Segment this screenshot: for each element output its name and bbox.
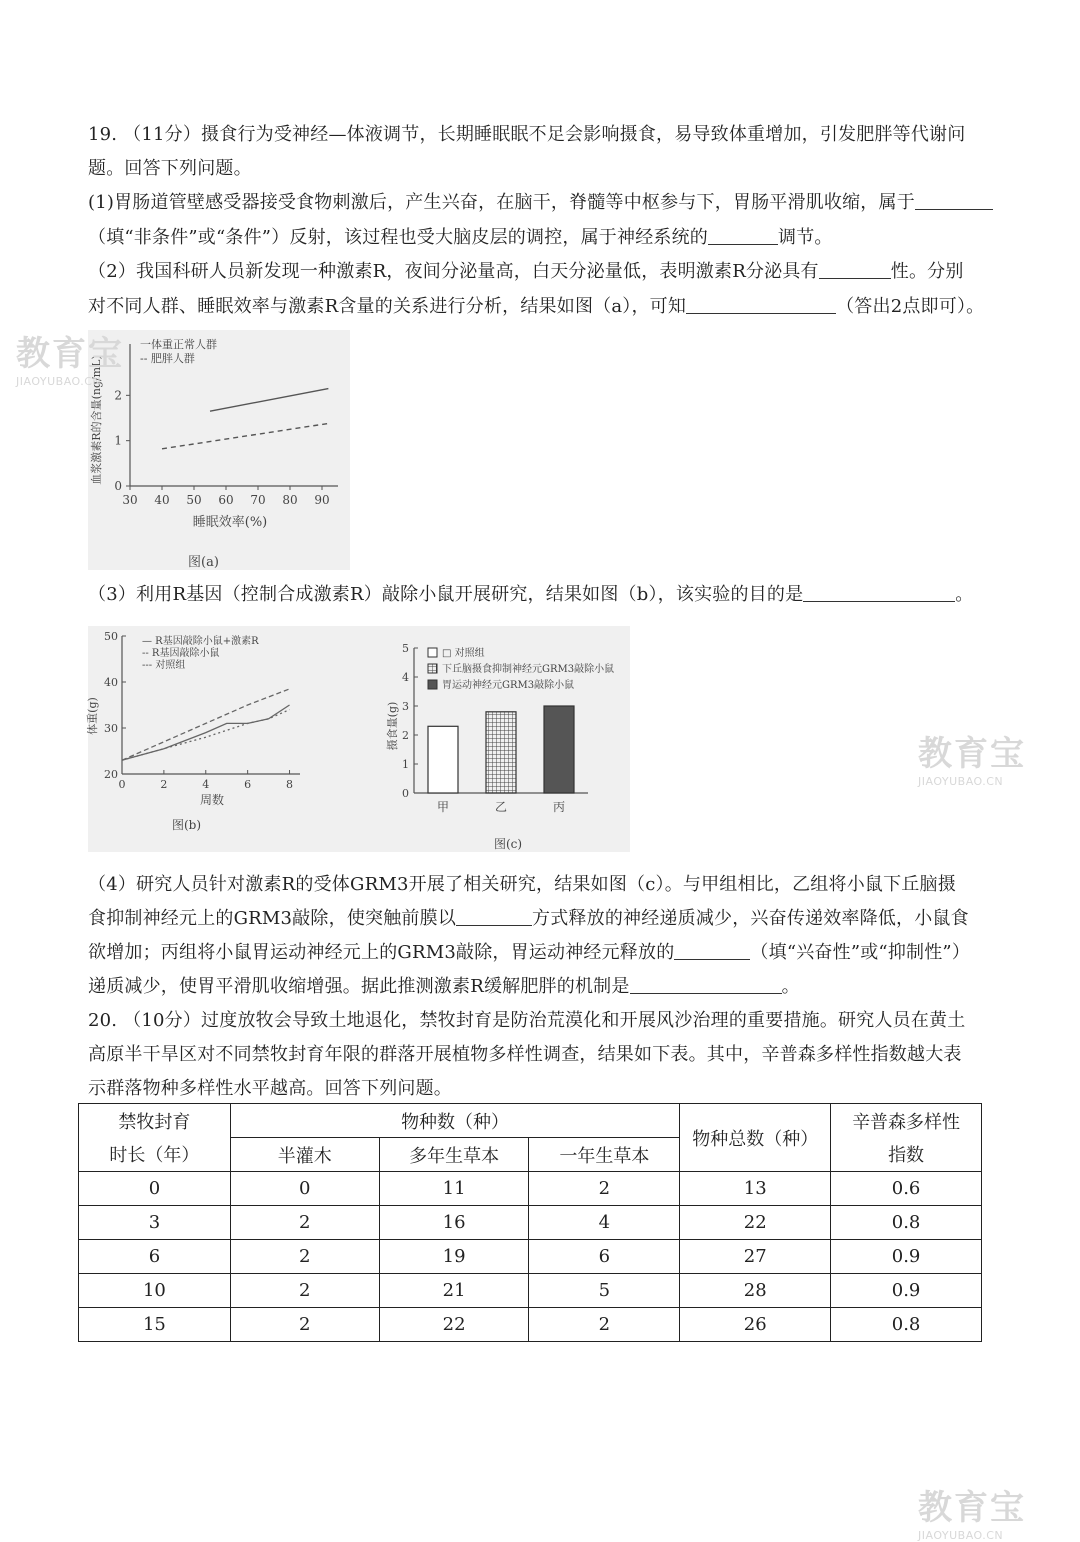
q19-part4-end: 。 bbox=[781, 976, 800, 997]
table-cell: 3 bbox=[79, 1206, 231, 1240]
table-cell: 13 bbox=[680, 1172, 831, 1206]
x-tick-label: 50 bbox=[186, 493, 202, 507]
q19-part4-line2 bbox=[88, 906, 969, 932]
legend-entry: 胃运动神经元GRM3敲除小鼠 bbox=[442, 680, 575, 691]
legend-entry: 下丘脑摄食抑制神经元GRM3敲除小鼠 bbox=[442, 664, 615, 675]
q19-part2-text4: （答出2点即可）。 bbox=[836, 296, 985, 317]
table-cell: 4 bbox=[529, 1206, 680, 1240]
table-cell: 0 bbox=[79, 1172, 231, 1206]
q20-line3: 示群落物种多样性水平越高。回答下列问题。 bbox=[88, 1078, 452, 1099]
legend-entry: --- 对照组 bbox=[142, 660, 186, 671]
th-simpson-1: 辛普森多样性 bbox=[852, 1111, 961, 1133]
legend-entry: — R基因敲除小鼠+激素R bbox=[142, 636, 259, 647]
legend-entry: -- R基因敲除小鼠 bbox=[142, 648, 220, 659]
th-duration-2: 时长（年） bbox=[109, 1145, 200, 1167]
q20-line2: 高原半干旱区对不同禁牧封育年限的群落开展植物多样性调查，结果如下表。其中，辛普森多样性指数越大表 bbox=[88, 1044, 962, 1065]
table-row bbox=[79, 1240, 982, 1274]
y-axis-title: 体重(g) bbox=[86, 697, 99, 735]
series-line-0 bbox=[210, 389, 328, 412]
q19-header: 19. （11分）摄食行为受神经—体液调节，长期睡眠眠不足会影响摄食，易导致体重增加，引发肥胖等代谢问 bbox=[88, 124, 966, 145]
x-tick-label: 90 bbox=[314, 493, 330, 507]
watermark-left bbox=[16, 326, 124, 388]
legend-swatch-0 bbox=[428, 648, 437, 657]
watermark-left-url: JIAOYUBAO.CN bbox=[16, 375, 102, 388]
legend-entry: 一体重正常人群 bbox=[140, 338, 217, 351]
table-cell: 2 bbox=[230, 1206, 379, 1240]
q19-part2-text3: 对不同人群、睡眠效率与激素R含量的关系进行分析，结果如图（a），可知 bbox=[88, 296, 687, 317]
watermark-right-url: JIAOYUBAO.CN bbox=[918, 775, 1004, 788]
th-duration-cont bbox=[79, 1138, 231, 1172]
table-cell: 0 bbox=[230, 1172, 379, 1206]
table-cell: 22 bbox=[379, 1308, 529, 1342]
table-cell: 11 bbox=[379, 1172, 529, 1206]
y-tick-label: 1 bbox=[114, 433, 122, 448]
table-cell: 0.9 bbox=[831, 1274, 982, 1308]
q19-part4-text3: 欲增加；丙组将小鼠胃运动神经元上的GRM3敲除，胃运动神经元释放的 bbox=[88, 942, 675, 963]
legend-entry: -- 肥胖人群 bbox=[140, 352, 195, 365]
q19-part2-text: （2）我国科研人员新发现一种激素R，夜间分泌量高，白天分泌量低，表明激素R分泌具有 bbox=[88, 261, 819, 282]
q19-part4-line3 bbox=[88, 940, 970, 966]
q19-part1-text: (1)胃肠道管壁感受器接受食物刺激后，产生兴奋，在脑干，脊髓等中枢参与下，胃肠平滑肌收缩，属于 bbox=[88, 192, 915, 213]
figure-caption: 图(c) bbox=[494, 837, 523, 851]
q19-part4-text: 食抑制神经元上的GRM3敲除，使突触前膜以 bbox=[88, 908, 457, 929]
table-cell: 27 bbox=[680, 1240, 831, 1274]
q19-part2-text2: 性。分别 bbox=[890, 261, 964, 282]
figure-a bbox=[88, 330, 350, 570]
th-simpson bbox=[831, 1104, 982, 1138]
q19-part1-line2 bbox=[88, 225, 833, 251]
x-axis-title: 睡眠效率(%) bbox=[192, 515, 268, 530]
q19-part3-end: 。 bbox=[955, 584, 974, 605]
legend-swatch-2 bbox=[428, 680, 437, 689]
th-total: 物种总数（种） bbox=[680, 1104, 831, 1172]
answer-blank-8[interactable] bbox=[630, 975, 782, 994]
x-tick-label: 70 bbox=[250, 493, 266, 507]
table-row bbox=[79, 1172, 982, 1206]
figure-caption: 图(a) bbox=[188, 555, 219, 570]
th-duration-1: 禁牧封育 bbox=[118, 1111, 191, 1133]
table-cell: 15 bbox=[79, 1308, 231, 1342]
y-tick-label: 50 bbox=[104, 630, 118, 643]
q19-part4-text4: （填“兴奋性”或“抑制性”） bbox=[750, 942, 971, 963]
q19-part1-line1 bbox=[88, 190, 993, 216]
table-cell: 19 bbox=[379, 1240, 529, 1274]
table-cell: 26 bbox=[680, 1308, 831, 1342]
y-tick-label: 5 bbox=[402, 642, 409, 655]
y-tick-label: 20 bbox=[104, 768, 118, 781]
table-cell: 2 bbox=[230, 1240, 379, 1274]
q19-part4-text2: 方式释放的神经递质减少，兴奋传递效率降低，小鼠食 bbox=[532, 908, 969, 929]
y-axis-title: 血浆激素R的含量(ng/mL) bbox=[90, 355, 103, 485]
table-cell: 0.8 bbox=[831, 1308, 982, 1342]
watermark-bottom-url: JIAOYUBAO.CN bbox=[918, 1529, 1004, 1542]
y-tick-label: 0 bbox=[114, 479, 122, 493]
q20-line1: 20. （10分）过度放牧会导致土地退化，禁牧封育是防治荒漠化和开展风沙治理的重要措施。研究人员在黄土 bbox=[88, 1010, 966, 1031]
q19-part3-line1 bbox=[88, 582, 973, 608]
x-tick-label: 80 bbox=[282, 493, 298, 507]
x-tick-label: 2 bbox=[160, 778, 168, 791]
table-cell: 21 bbox=[379, 1274, 529, 1308]
category-label: 丙 bbox=[552, 800, 566, 814]
q19-part4-line4 bbox=[88, 974, 800, 1000]
table-cell: 6 bbox=[79, 1240, 231, 1274]
q19-part2-line1 bbox=[88, 259, 964, 285]
bar-0 bbox=[428, 726, 458, 793]
series-line-2 bbox=[122, 710, 290, 761]
q19-part4-line1: （4）研究人员针对激素R的受体GRM3开展了相关研究，结果如图（c）。与甲组相比，乙组将小鼠下丘脑摄 bbox=[88, 874, 956, 895]
answer-blank-1[interactable] bbox=[915, 191, 993, 210]
y-axis-title: 摄食量(g) bbox=[386, 701, 399, 751]
figure-b-chart bbox=[88, 626, 388, 852]
y-tick-label: 0 bbox=[402, 787, 409, 800]
table-cell: 16 bbox=[379, 1206, 529, 1240]
y-tick-label: 1 bbox=[402, 758, 409, 771]
th-duration bbox=[79, 1104, 231, 1138]
table-cell: 22 bbox=[680, 1206, 831, 1240]
th-species: 物种数（种） bbox=[230, 1104, 679, 1138]
answer-blank-7[interactable] bbox=[674, 941, 750, 960]
y-tick-label: 2 bbox=[114, 388, 122, 403]
q19-header-cont: 题。回答下列问题。 bbox=[88, 158, 252, 179]
th-perennial: 多年生草本 bbox=[379, 1138, 529, 1172]
q19-part1-text3: 调节。 bbox=[778, 227, 833, 248]
x-tick-label: 30 bbox=[122, 493, 138, 507]
series-line-1 bbox=[162, 423, 328, 448]
x-axis-title: 周数 bbox=[199, 793, 225, 807]
table-cell: 0.6 bbox=[831, 1172, 982, 1206]
answer-blank-2[interactable] bbox=[708, 226, 778, 245]
x-tick-label: 40 bbox=[154, 493, 170, 507]
figure-a-chart bbox=[88, 330, 350, 570]
answer-blank-6[interactable] bbox=[456, 907, 532, 926]
watermark-right-cn: 教育宝 bbox=[918, 734, 1026, 774]
x-tick-label: 0 bbox=[118, 778, 126, 791]
y-tick-label: 40 bbox=[104, 676, 118, 689]
x-tick-label: 4 bbox=[202, 778, 210, 791]
table-row bbox=[79, 1308, 982, 1342]
table-cell: 0.8 bbox=[831, 1206, 982, 1240]
table-cell: 6 bbox=[529, 1240, 680, 1274]
legend-swatch-1 bbox=[428, 664, 437, 673]
x-tick-label: 8 bbox=[286, 778, 294, 791]
table-cell: 2 bbox=[529, 1172, 680, 1206]
table-cell: 2 bbox=[529, 1308, 680, 1342]
answer-blank-4[interactable] bbox=[686, 295, 836, 314]
th-simpson-cont bbox=[831, 1138, 982, 1172]
y-tick-label: 3 bbox=[402, 700, 409, 713]
answer-blank-3[interactable] bbox=[819, 260, 891, 279]
watermark-left-cn: 教育宝 bbox=[16, 334, 124, 374]
x-tick-label: 6 bbox=[244, 778, 252, 791]
table-cell: 28 bbox=[680, 1274, 831, 1308]
watermark-right bbox=[918, 726, 1026, 788]
table-row bbox=[79, 1206, 982, 1240]
bar-2 bbox=[544, 706, 574, 793]
q19-part1-text2: （填“非条件”或“条件”）反射，该过程也受大脑皮层的调控，属于神经系统的 bbox=[88, 227, 709, 248]
table-cell: 2 bbox=[230, 1274, 379, 1308]
watermark-bottom bbox=[918, 1480, 1026, 1542]
series-line-1 bbox=[122, 689, 290, 760]
legend-entry: □ 对照组 bbox=[442, 648, 485, 659]
y-tick-label: 2 bbox=[402, 729, 409, 742]
category-label: 甲 bbox=[436, 800, 450, 814]
th-annual: 一年生草本 bbox=[529, 1138, 680, 1172]
y-tick-label: 4 bbox=[402, 671, 409, 684]
th-simpson-2: 指数 bbox=[888, 1145, 925, 1167]
q19-part3-text: （3）利用R基因（控制合成激素R）敲除小鼠开展研究，结果如图（b），该实验的目的是 bbox=[88, 584, 804, 605]
grazing-table bbox=[78, 1103, 982, 1342]
table-cell: 10 bbox=[79, 1274, 231, 1308]
y-tick-label: 30 bbox=[104, 722, 118, 735]
figure-caption: 图(b) bbox=[172, 818, 202, 832]
figure-bc bbox=[88, 626, 630, 852]
table-cell: 2 bbox=[230, 1308, 379, 1342]
series-line-0 bbox=[122, 705, 290, 760]
table-row bbox=[79, 1274, 982, 1308]
th-shrub: 半灌木 bbox=[230, 1138, 379, 1172]
table-cell: 0.9 bbox=[831, 1240, 982, 1274]
x-tick-label: 60 bbox=[218, 493, 234, 507]
table-cell: 5 bbox=[529, 1274, 680, 1308]
figure-c-chart bbox=[388, 626, 628, 852]
q19-part2-line2 bbox=[88, 294, 984, 320]
answer-blank-5[interactable] bbox=[803, 583, 955, 602]
bar-1 bbox=[486, 712, 516, 793]
watermark-bottom-cn: 教育宝 bbox=[918, 1488, 1026, 1528]
category-label: 乙 bbox=[494, 800, 508, 814]
q19-part4-text5: 递质减少，使胃平滑肌收缩增强。据此推测激素R缓解肥胖的机制是 bbox=[88, 976, 630, 997]
